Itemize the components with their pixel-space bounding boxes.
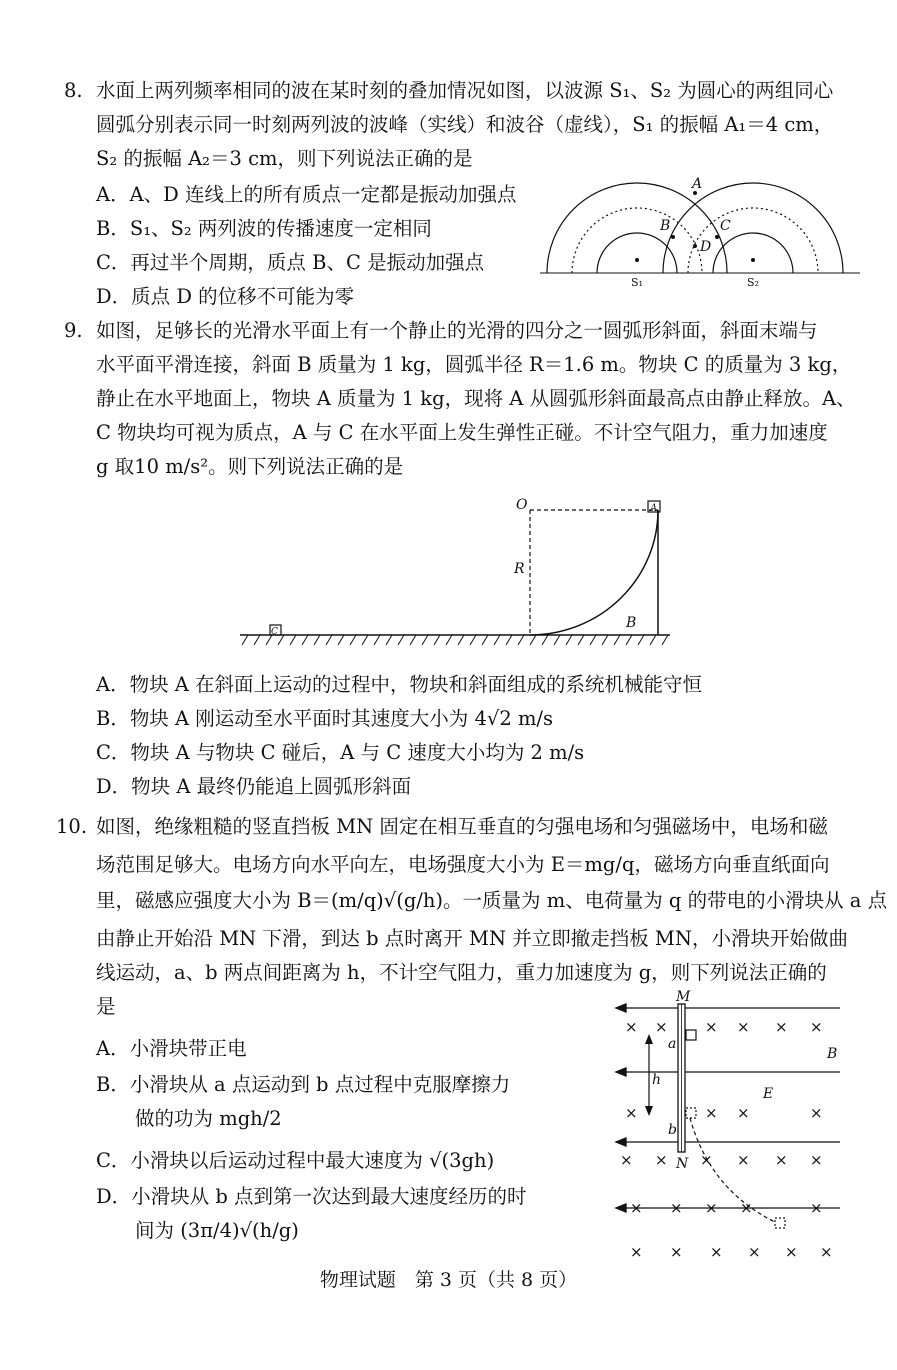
svg-text:×: × [655, 1018, 668, 1036]
q10-label-b: b [668, 1122, 677, 1138]
svg-text:×: × [810, 1104, 823, 1122]
q8-wave-figure [540, 176, 860, 290]
q8-line-2: 圆弧分别表示同一时刻两列波的波峰（实线）和波谷（虚线），S₁ 的振幅 A₁＝4 cm， [96, 113, 834, 136]
svg-text:×: × [810, 1018, 823, 1036]
q9-line-3: 静止在水平地面上，物块 A 质量为 1 kg，现将 A 从圆弧形斜面最高点由静止释放。A、 [96, 387, 856, 410]
q8-line-3: S₂ 的振幅 A₂＝3 cm，则下列说法正确的是 [96, 147, 473, 170]
svg-text:×: × [705, 1018, 718, 1036]
q10-line-2: 场范围足够大。电场方向水平向左，电场强度大小为 E＝mg/q，磁场方向垂直纸面向 [96, 853, 830, 876]
q10-option-c: C．小滑块以后运动过程中最大速度为 √(3gh) [96, 1149, 495, 1172]
q8-option-b: B．S₁、S₂ 两列波的传播速度一定相同 [96, 217, 432, 240]
svg-text:×: × [810, 1151, 823, 1169]
svg-text:×: × [740, 1199, 753, 1217]
svg-text:×: × [775, 1151, 788, 1169]
svg-text:×: × [785, 1243, 798, 1261]
q8-number: 8. [64, 79, 83, 102]
q8-label-b: B [660, 218, 671, 234]
q9-option-c: C．物块 A 与物块 C 碰后，A 与 C 速度大小均为 2 m/s [96, 741, 585, 764]
svg-text:×: × [670, 1243, 683, 1261]
q9-line-1: 如图，足够长的光滑水平面上有一个静止的光滑的四分之一圆弧形斜面，斜面末端与 [96, 319, 818, 342]
svg-text:×: × [820, 1243, 833, 1261]
q9-option-a: A．物块 A 在斜面上运动的过程中，物块和斜面组成的系统机械能守恒 [96, 673, 703, 696]
q9-label-r: R [514, 561, 525, 577]
q8-option-c: C．再过半个周期，质点 B、C 是振动加强点 [96, 251, 485, 274]
q9-slope-figure [240, 495, 680, 650]
svg-text:×: × [810, 1199, 823, 1217]
q10-line-4: 由静止开始沿 MN 下滑，到达 b 点时离开 MN 并立即撤走挡板 MN，小滑块开始做曲 [96, 927, 848, 950]
q10-label-e-field: E [763, 1086, 774, 1102]
q10-line-5: 线运动，a、b 两点间距离为 h，不计空气阻力，重力加速度为 g，则下列说法正确的 [96, 961, 827, 984]
q9-option-b: B．物块 A 刚运动至水平面时其速度大小为 4√2 m/s [96, 707, 554, 730]
q9-option-d: D．物块 A 最终仍能追上圆弧形斜面 [96, 775, 412, 798]
q10-magnetic-field-crosses [620, 1018, 833, 1261]
q8-line-1: 水面上两列频率相同的波在某时刻的叠加情况如图，以波源 S₁、S₂ 为圆心的两组同心 [96, 79, 834, 102]
q10-option-d-2: 间为 (3π/4)√(h/g) [96, 1219, 299, 1242]
q9-line-5: g 取10 m/s²。则下列说法正确的是 [96, 455, 404, 478]
svg-text:×: × [705, 1104, 718, 1122]
svg-text:×: × [625, 1018, 638, 1036]
svg-text:×: × [630, 1243, 643, 1261]
q9-label-b: B [626, 615, 637, 631]
q8-label-d: D [700, 239, 712, 255]
q10-label-a: a [668, 1036, 677, 1052]
svg-text:×: × [748, 1243, 761, 1261]
q10-field-figure [610, 990, 845, 1260]
q9-label-a: A [650, 503, 658, 514]
q10-option-b-1: B．小滑块从 a 点运动到 b 点过程中克服摩擦力 [96, 1073, 511, 1096]
svg-text:×: × [700, 1151, 713, 1169]
q10-label-h: h [652, 1072, 662, 1088]
svg-text:×: × [737, 1104, 750, 1122]
q10-line-3: 里，磁感应强度大小为 B＝(m/q)√(g/h)。一质量为 m、电荷量为 q 的带电的小滑块从 a 点 [96, 889, 888, 912]
q10-label-m: M [676, 989, 691, 1005]
q10-option-b-2: 做的功为 mgh/2 [96, 1107, 282, 1130]
q9-line-4: C 物块均可视为质点，A 与 C 在水平面上发生弹性正碰。不计空气阻力，重力加速度 [96, 421, 828, 444]
q8-label-a: A [692, 176, 703, 192]
q10-line-1: 如图，绝缘粗糙的竖直挡板 MN 固定在相互垂直的匀强电场和匀强磁场中，电场和磁 [96, 815, 828, 838]
q9-line-2: 水平面平滑连接，斜面 B 质量为 1 kg，圆弧半径 R＝1.6 m。物块 C 的质量为 3 kg， [96, 353, 852, 376]
q10-option-d-1: D．小滑块从 b 点到第一次达到最大速度经历的时 [96, 1185, 527, 1208]
q8-option-d: D．质点 D 的位移不可能为零 [96, 285, 355, 308]
svg-text:×: × [655, 1151, 668, 1169]
svg-text:×: × [620, 1151, 633, 1169]
svg-text:×: × [670, 1199, 683, 1217]
q10-label-n: N [676, 1156, 689, 1172]
svg-text:×: × [737, 1018, 750, 1036]
q8-option-a: A．A、D 连线上的所有质点一定都是振动加强点 [96, 183, 517, 206]
q9-number: 9. [64, 319, 83, 342]
q8-label-s1: S₁ [631, 276, 643, 289]
q8-label-c: C [720, 218, 731, 234]
q8-label-s2: S₂ [747, 276, 759, 289]
q9-label-o: O [516, 497, 528, 513]
svg-text:×: × [630, 1199, 643, 1217]
svg-text:×: × [710, 1243, 723, 1261]
q10-label-b-field: B [827, 1046, 838, 1062]
page-footer: 物理试题 第 3 页（共 8 页） [319, 1269, 578, 1291]
svg-text:×: × [737, 1151, 750, 1169]
q10-option-a: A．小滑块带正电 [96, 1037, 247, 1060]
q10-number: 10. [56, 815, 88, 838]
q9-label-c: C [271, 627, 278, 637]
svg-text:×: × [775, 1018, 788, 1036]
svg-text:×: × [625, 1104, 638, 1122]
svg-text:×: × [705, 1199, 718, 1217]
q10-line-6: 是 [96, 995, 116, 1018]
